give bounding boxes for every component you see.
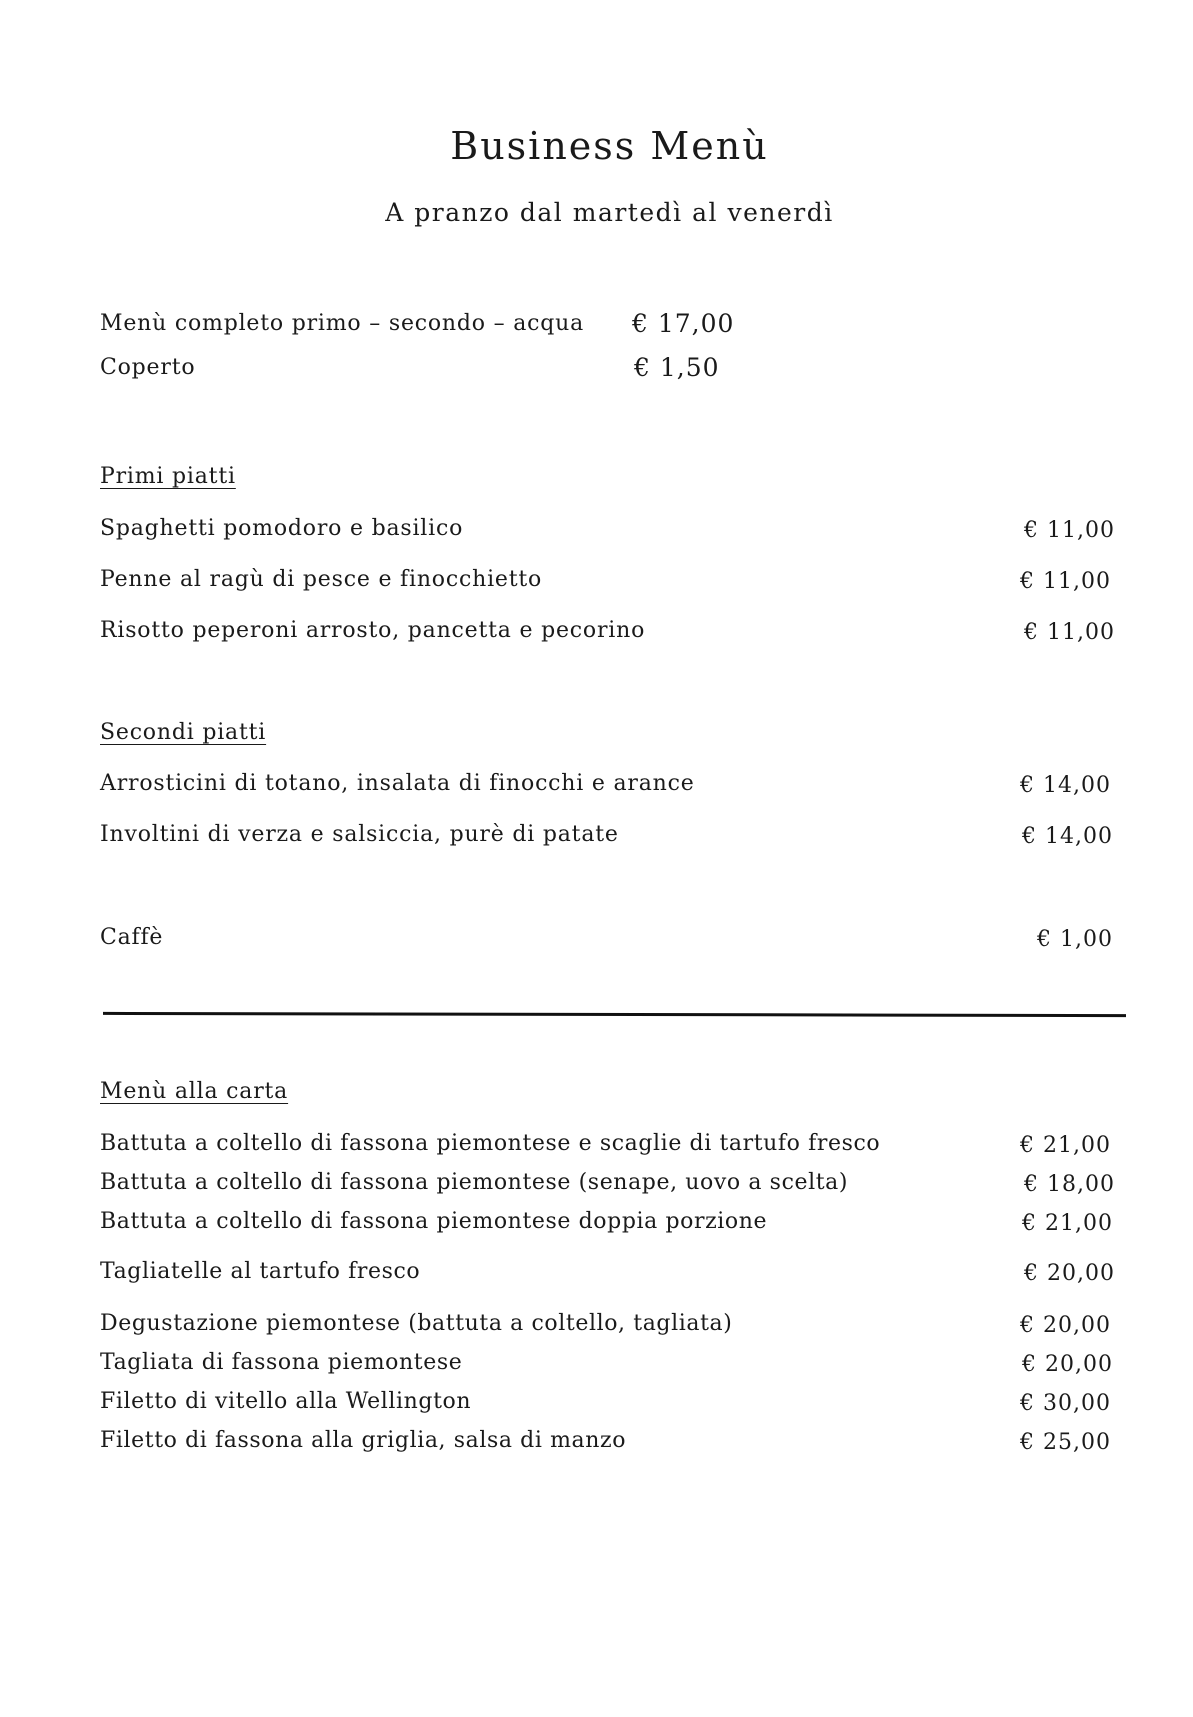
coperto-price: € 1,50: [634, 353, 720, 382]
item-price: € 21,00: [1022, 1211, 1113, 1236]
page-title: Business Menù: [450, 124, 769, 168]
list-item: Caffè: [100, 925, 164, 950]
secondi-heading: Secondi piatti: [100, 720, 267, 745]
carta-heading: Menù alla carta: [100, 1079, 289, 1104]
list-item: Filetto di fassona alla griglia, salsa di manzo: [100, 1428, 627, 1453]
list-item: Risotto peperoni arrosto, pancetta e pecorino: [100, 618, 646, 643]
item-price: € 30,00: [1020, 1391, 1111, 1416]
item-price: € 20,00: [1022, 1352, 1113, 1377]
list-item: Tagliatelle al tartufo fresco: [100, 1259, 421, 1284]
list-item: Battuta a coltello di fassona piemontese doppia porzione: [100, 1209, 768, 1234]
list-item: Battuta a coltello di fassona piemontese (senape, uovo a scelta): [100, 1170, 849, 1195]
list-item: Involtini di verza e salsiccia, purè di patate: [100, 822, 619, 847]
item-price: € 11,00: [1020, 569, 1111, 594]
list-item: Spaghetti pomodoro e basilico: [100, 516, 464, 541]
item-price: € 1,00: [1037, 927, 1113, 952]
item-price: € 25,00: [1020, 1430, 1111, 1455]
item-price: € 21,00: [1020, 1133, 1111, 1158]
item-price: € 14,00: [1022, 824, 1113, 849]
list-item: Penne al ragù di pesce e finocchietto: [100, 567, 543, 592]
item-price: € 20,00: [1024, 1261, 1115, 1286]
list-item: Degustazione piemontese (battuta a coltello, tagliata): [100, 1311, 733, 1336]
item-price: € 11,00: [1024, 518, 1115, 543]
fixed-menu-label: Menù completo primo – secondo – acqua: [100, 311, 585, 336]
list-item: Tagliata di fassona piemontese: [100, 1350, 463, 1375]
item-price: € 14,00: [1020, 773, 1111, 798]
item-price: € 18,00: [1024, 1172, 1115, 1197]
list-item: Battuta a coltello di fassona piemontese e scaglie di tartufo fresco: [100, 1131, 881, 1156]
list-item: Filetto di vitello alla Wellington: [100, 1389, 472, 1414]
coperto-label: Coperto: [100, 355, 196, 380]
primi-heading: Primi piatti: [100, 464, 236, 489]
section-divider: [103, 1012, 1126, 1017]
item-price: € 11,00: [1024, 620, 1115, 645]
list-item: Arrosticini di totano, insalata di finocchi e arance: [100, 771, 695, 796]
fixed-menu-price: € 17,00: [632, 309, 735, 338]
item-price: € 20,00: [1020, 1313, 1111, 1338]
page-subtitle: A pranzo dal martedì al venerdì: [385, 198, 834, 227]
